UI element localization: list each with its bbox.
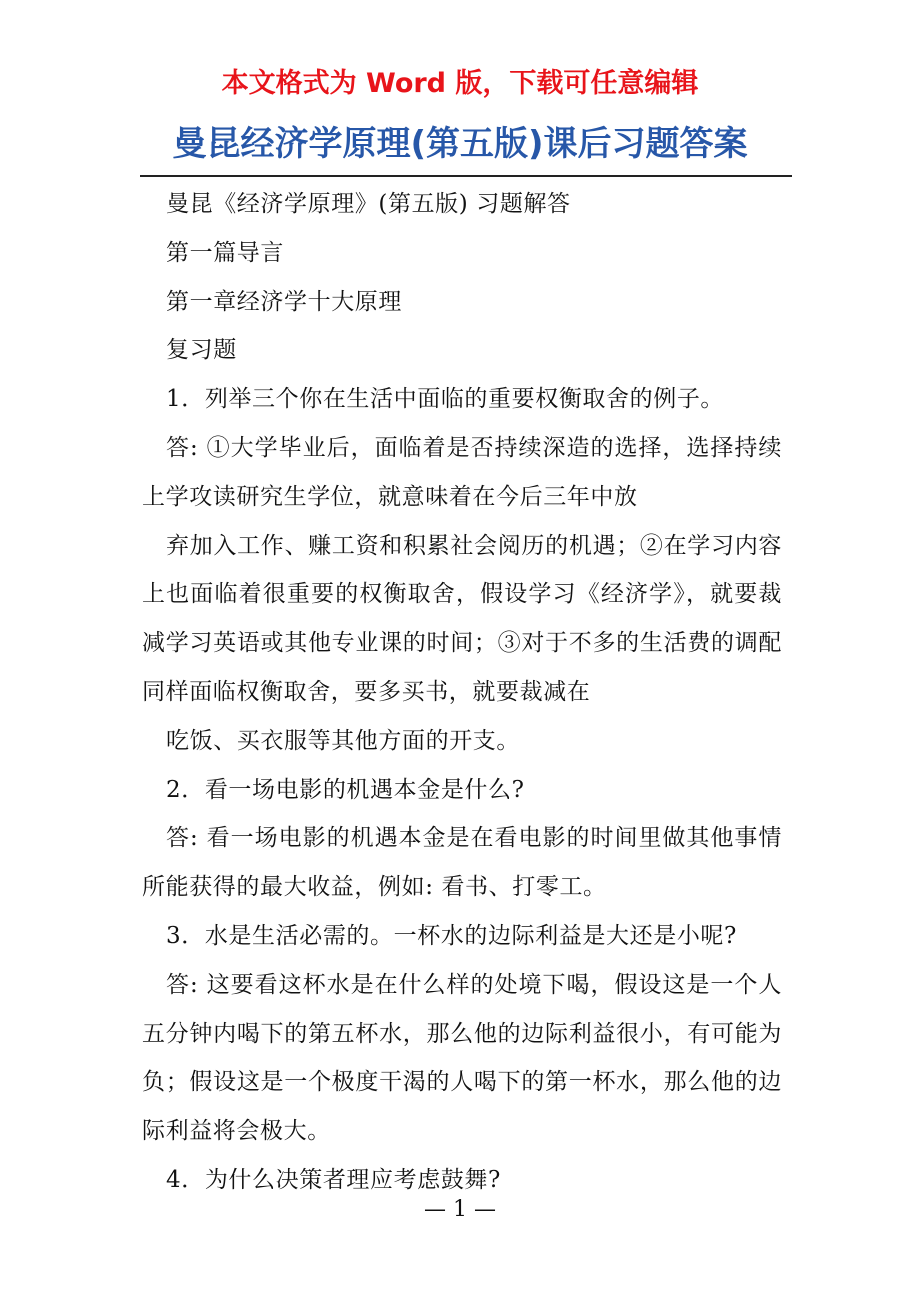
question: 3．水是生活必需的。一杯水的边际利益是大还是小呢? bbox=[166, 922, 737, 949]
page-number: — 1 — bbox=[424, 1197, 496, 1222]
paragraph: 第一章经济学十大原理 bbox=[166, 288, 402, 315]
answer-paragraph: 吃饭、买衣服等其他方面的开支。 bbox=[166, 727, 520, 754]
document-body bbox=[142, 180, 782, 1205]
question: 1．列举三个你在生活中面临的重要权衡取舍的例子。 bbox=[166, 386, 725, 413]
paragraph: 复习题 bbox=[166, 337, 237, 364]
document-title: 曼昆经济学原理(第五版)课后习题答案 bbox=[172, 124, 748, 164]
paragraph: 曼昆《经济学原理》(第五版) 习题解答 bbox=[166, 191, 571, 217]
question: 4．为什么决策者理应考虑鼓舞? bbox=[166, 1166, 501, 1193]
title-divider bbox=[140, 175, 792, 177]
answer-paragraph: 答: ①大学毕业后，面临着是否持续深造的选择，选择持续上学攻读研究生学位，就意味着在今后三年中放 bbox=[142, 434, 782, 510]
answer-paragraph: 弃加入工作、赚工资和积累社会阅历的机遇；②在学习内容上也面临着很重要的权衡取舍，假设学习《经济学》，就要裁减学习英语或其他专业课的时间；③对于不多的生活费的调配同样面临权衡取舍，要多买书，就要裁减在 bbox=[142, 532, 782, 705]
question: 2．看一场电影的机遇本金是什么? bbox=[166, 776, 525, 803]
format-notice-banner: 本文格式为 Word 版，下载可任意编辑 bbox=[221, 68, 699, 99]
paragraph: 第一篇导言 bbox=[166, 239, 284, 266]
answer-paragraph: 答: 这要看这杯水是在什么样的处境下喝，假设这是一个人五分钟内喝下的第五杯水，那么他的边际利益很小，有可能为负；假设这是一个极度干渴的人喝下的第一杯水，那么他的边际利益将会极大。 bbox=[142, 971, 782, 1145]
answer-paragraph: 答: 看一场电影的机遇本金是在看电影的时间里做其他事情所能获得的最大收益，例如: 看书、打零工。 bbox=[142, 825, 782, 901]
